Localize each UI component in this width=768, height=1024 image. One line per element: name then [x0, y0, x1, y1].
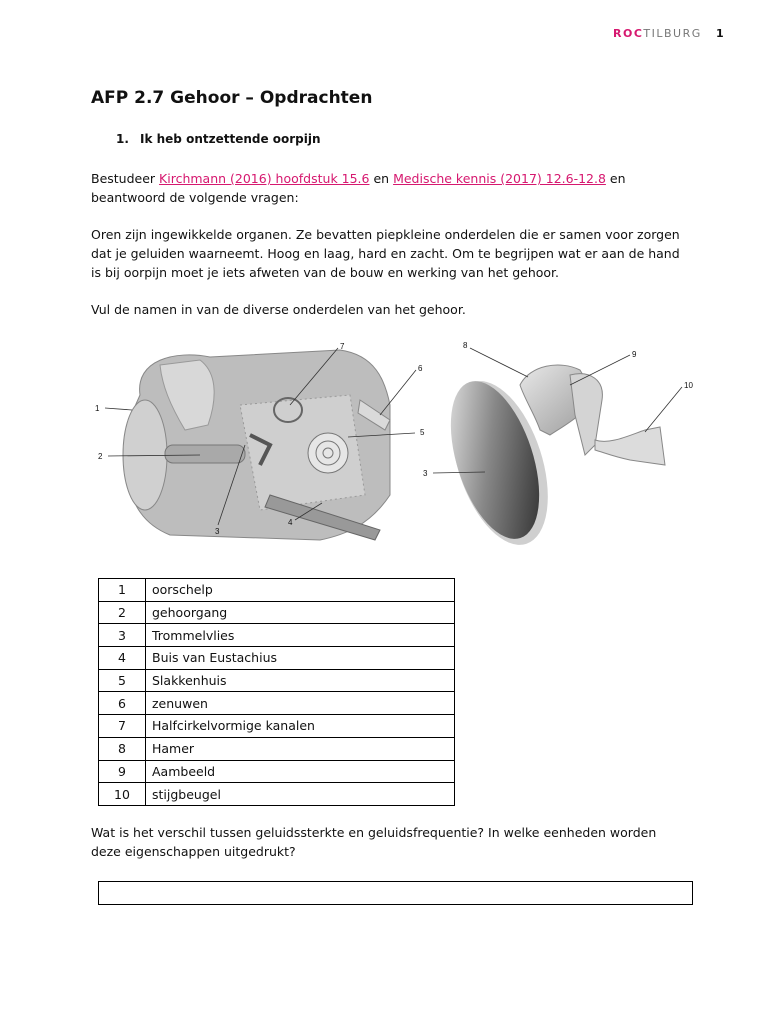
ossicles-drawing	[434, 365, 665, 550]
table-row	[99, 737, 455, 760]
parts-table	[98, 578, 455, 806]
section-title: Ik heb ontzettende oorpijn	[140, 132, 321, 146]
fig-label-10: 10	[684, 381, 693, 390]
fig-label-9: 9	[632, 350, 637, 359]
ears-paragraph: Oren zijn ingewikkelde organen. Ze bevatten piepkleine onderdelen die er samen voor zorgen dat je geluiden waarneemt. Hoog en laag, hard en zacht. Om te begrijpen wat er aan de hand is bij oorpijn moet je iets afweten van de bouw en werking van het gehoor.	[91, 227, 680, 280]
intro-prefix: Bestudeer	[91, 171, 160, 186]
part-name[interactable]: zenuwen	[146, 692, 455, 715]
fig-label-3b: 3	[423, 469, 428, 478]
ear-anatomy-figure	[90, 335, 700, 550]
question-text: Wat is het verschil tussen geluidssterkte en geluidsfrequentie? In welke eenheden worden deze eigenschappen uitgedrukt?	[91, 825, 657, 859]
intro-middle: en	[369, 171, 394, 186]
part-number: 1	[99, 579, 146, 602]
part-name[interactable]: gehoorgang	[146, 601, 455, 624]
page-number: 1	[716, 27, 724, 40]
table-row	[99, 692, 455, 715]
part-name[interactable]: Halfcirkelvormige kanalen	[146, 715, 455, 738]
section-number: 1.	[116, 132, 129, 146]
fig-label-7: 7	[340, 342, 345, 351]
roc-tilburg-logo	[613, 27, 702, 40]
fig-label-5: 5	[420, 428, 425, 437]
medische-kennis-link[interactable]: Medische kennis (2017) 12.6-12.8	[393, 171, 606, 186]
table-row	[99, 579, 455, 602]
table-row	[99, 624, 455, 647]
part-name[interactable]: Slakkenhuis	[146, 669, 455, 692]
fig-label-8: 8	[463, 341, 468, 350]
fig-label-6: 6	[418, 364, 423, 373]
part-name[interactable]: Hamer	[146, 737, 455, 760]
intro-paragraph	[91, 169, 681, 207]
part-number: 2	[99, 601, 146, 624]
part-number: 10	[99, 783, 146, 806]
kirchmann-link[interactable]: Kirchmann (2016) hoofdstuk 15.6	[159, 171, 370, 186]
fig-label-3a: 3	[215, 527, 220, 536]
fig-label-4: 4	[288, 518, 293, 527]
part-number: 6	[99, 692, 146, 715]
part-number: 9	[99, 760, 146, 783]
ear-cross-section	[123, 350, 390, 540]
part-number: 5	[99, 669, 146, 692]
part-number: 8	[99, 737, 146, 760]
part-name[interactable]: Buis van Eustachius	[146, 647, 455, 670]
answer-box[interactable]	[98, 881, 693, 905]
section-heading	[116, 132, 321, 146]
part-number: 4	[99, 647, 146, 670]
instruction-text: Vul de namen in van de diverse onderdelen van het gehoor.	[91, 302, 466, 317]
part-number: 3	[99, 624, 146, 647]
part-number: 7	[99, 715, 146, 738]
part-name[interactable]: stijgbeugel	[146, 783, 455, 806]
table-row	[99, 760, 455, 783]
logo-roc-text: ROC	[613, 27, 644, 40]
logo-tilburg-text: TILBURG	[643, 27, 702, 40]
part-name[interactable]: oorschelp	[146, 579, 455, 602]
page-title: AFP 2.7 Gehoor – Opdrachten	[91, 88, 373, 108]
fig-label-2: 2	[98, 452, 103, 461]
part-name[interactable]: Aambeeld	[146, 760, 455, 783]
table-row	[99, 783, 455, 806]
table-row	[99, 647, 455, 670]
part-name[interactable]: Trommelvlies	[146, 624, 455, 647]
table-row	[99, 601, 455, 624]
table-row	[99, 715, 455, 738]
fig-label-1: 1	[95, 404, 100, 413]
intro-suffix: en beantwoord de volgende vragen:	[91, 171, 626, 205]
table-row	[99, 669, 455, 692]
